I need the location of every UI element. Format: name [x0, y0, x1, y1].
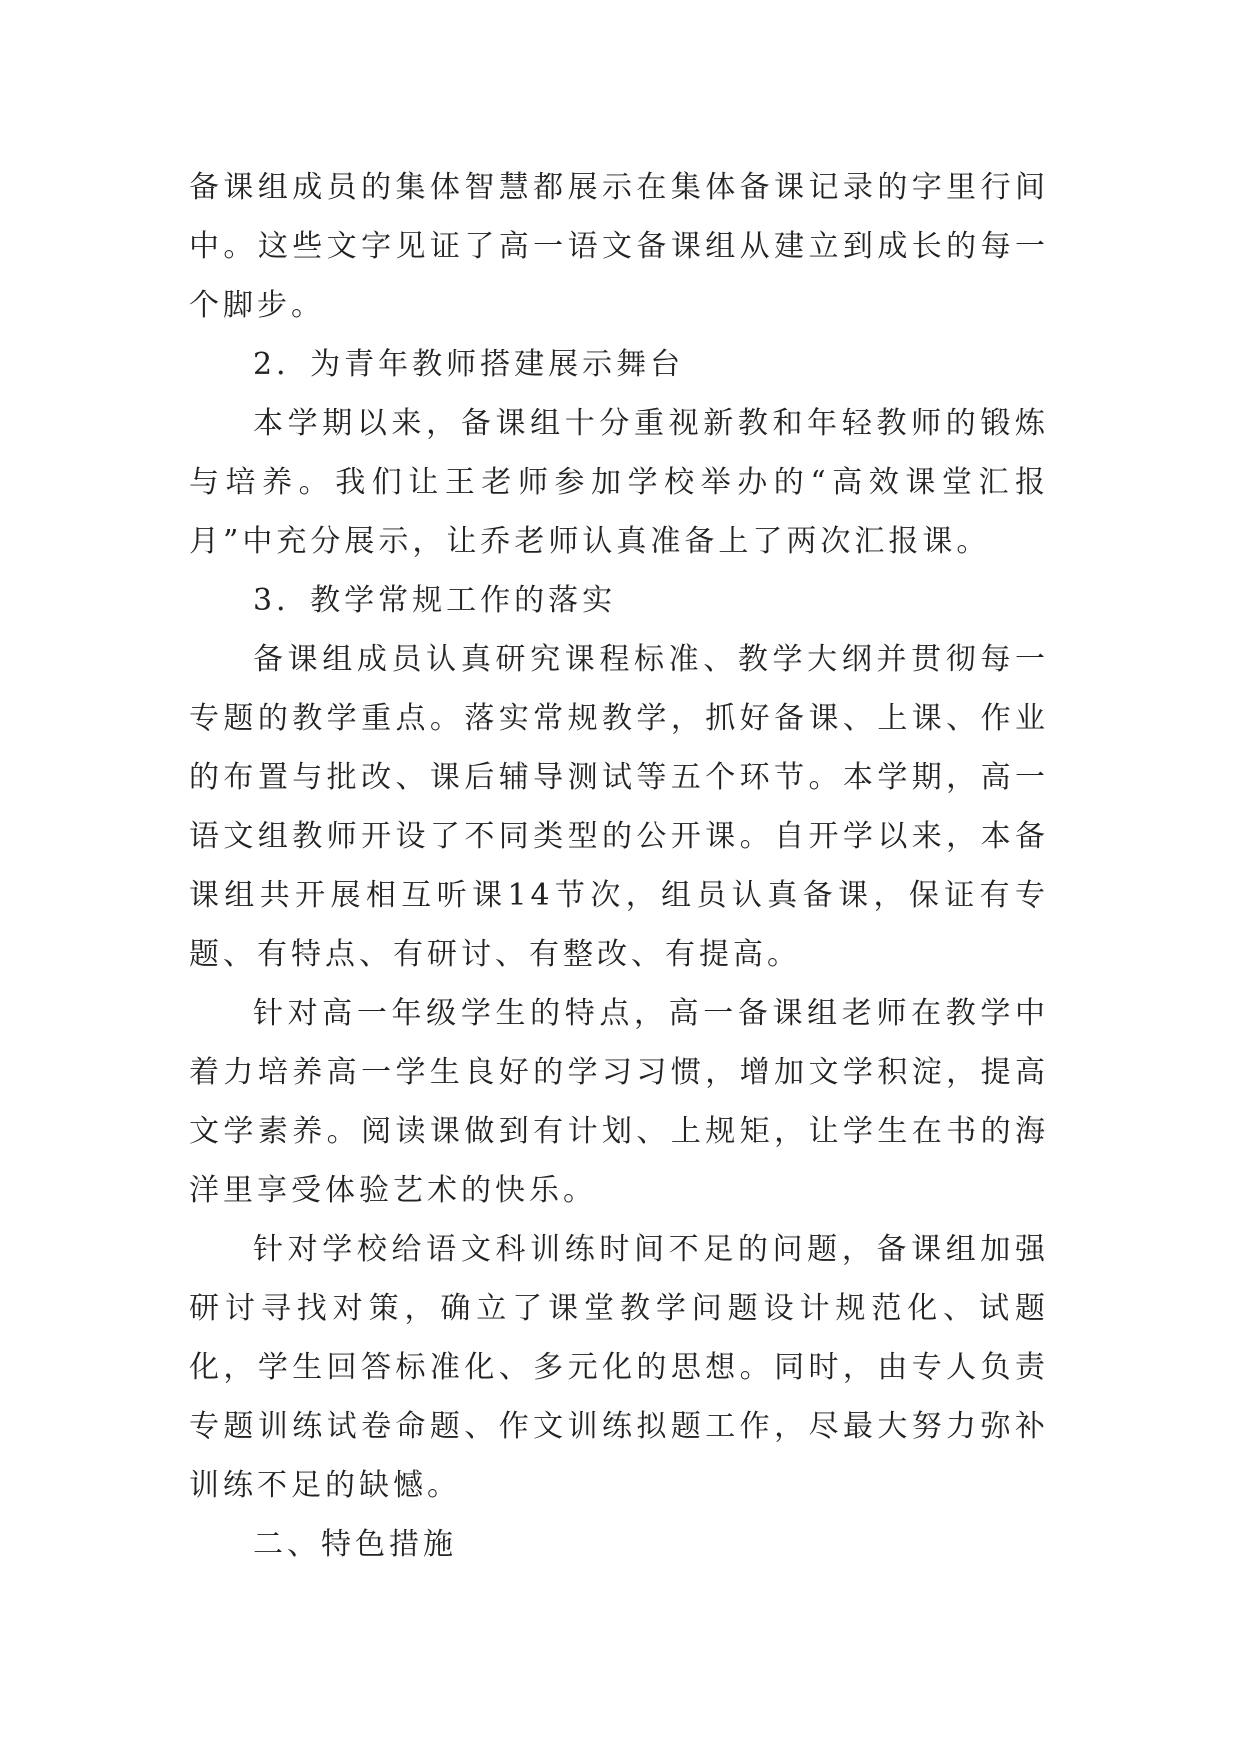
- section-heading-special-measures: 二、特色措施: [253, 1527, 457, 1562]
- section-heading-young-teachers: 2．为青年教师搭建展示舞台: [253, 347, 685, 382]
- paragraph-training-time: 针对学校给语文科训练时间不足的问题，备课组加强研讨寻找对策，确立了课堂教学问题设计规范化、试题化，学生回答标准化、多元化的思想。同时，由专人负责专题训练试卷命题、作文训练拟题工作，尽最大努力弥补训练不足的缺憾。: [189, 1232, 1049, 1503]
- paragraph-student-habits: 针对高一年级学生的特点，高一备课组老师在教学中着力培养高一学生良好的学习习惯，增加文学积淀，提高文学素养。阅读课做到有计划、上规矩，让学生在书的海洋里享受体验艺术的快乐。: [189, 996, 1049, 1208]
- paragraph-teaching-routine: 备课组成员认真研究课程标准、教学大纲并贯彻每一专题的教学重点。落实常规教学，抓好备课、上课、作业的布置与批改、课后辅导测试等五个环节。本学期，高一语文组教师开设了不同类型的公开课。自开学以来，本备课组共开展相互听课14节次，组员认真备课，保证有专题、有特点、有研讨、有整改、有提高。: [189, 642, 1049, 972]
- paragraph-young-teachers: 本学期以来，备课组十分重视新教和年轻教师的锻炼与培养。我们让王老师参加学校举办的“高效课堂汇报月”中充分展示，让乔老师认真准备上了两次汇报课。: [189, 406, 1049, 559]
- section-heading-teaching-routine: 3．教学常规工作的落实: [253, 583, 617, 618]
- paragraph-continued: 备课组成员的集体智慧都展示在集体备课记录的字里行间中。这些文字见证了高一语文备课组从建立到成长的每一个脚步。: [189, 170, 1049, 323]
- document-body: [189, 158, 1049, 1574]
